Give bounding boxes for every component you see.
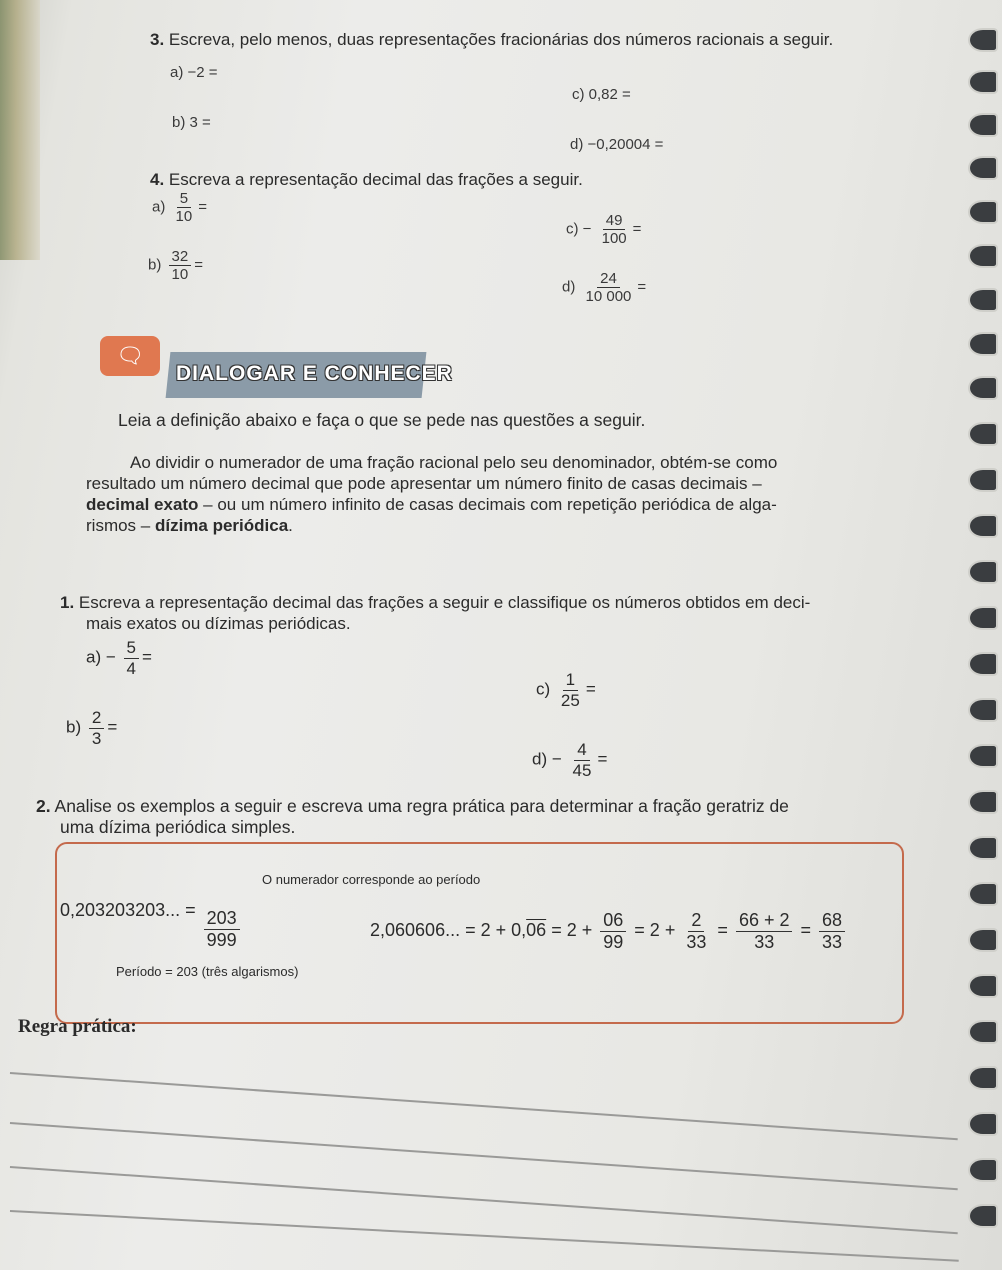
q4-item-b: b) $\frac{32}{10}$ = [148, 248, 203, 284]
question-4 [150, 170, 583, 190]
question-2: 2. Analise os exemplos a seguir e escreva uma regra prática para determinar a fração geratriz de uma dízima periódica simples. [36, 796, 789, 837]
period-note: Período = 203 (três algarismos) [116, 964, 299, 979]
answer-line [10, 1072, 958, 1140]
q1-item-d: d) − $\frac{4}{45}$ = [532, 740, 608, 780]
question-text: Escreva a representação decimal das frações a seguir. [168, 170, 583, 189]
q1-item-c: c) $\frac{1}{25}$ = [536, 670, 596, 710]
numerator-note: O numerador corresponde ao período [262, 872, 481, 887]
question-number: 4. [150, 170, 165, 189]
question-text: Escreva, pelo menos, duas representações fracionárias dos números racionais a seguir. [168, 30, 834, 49]
q1-item-a: a) − $\frac{5}{4}$ = [86, 638, 152, 678]
fraction: $\frac{49}{100}$ [601, 212, 627, 248]
q1-item-b: b) $\frac{2}{3}$ = [66, 708, 118, 748]
binder-holes [962, 20, 1002, 1270]
page-spine-shadow [0, 0, 40, 260]
question-1: 1. Escreva a representação decimal das frações a seguir e classifique os números obtidos em deci- mais exatos ou dízimas periódicas. [60, 593, 811, 633]
question-3 [150, 30, 833, 50]
q4-item-c: c) − $\frac{49}{100}$ = [566, 212, 642, 248]
answer-line [10, 1166, 958, 1234]
example-2: 2,060606... = 2 + 0,06 = 2 + $\frac{06}{99}$ = 2 + $\frac{2}{33}$ = $\frac{66 + 2}{33}$ = $\frac{68}{33}$ [370, 910, 848, 952]
q4-item-d: d) $\frac{24}{10 000}$ = [562, 270, 647, 306]
fraction: $\frac{32}{10}$ [169, 248, 192, 284]
example-1: 0,203203203... = $\frac{203}{999}$ [60, 900, 243, 950]
fraction: $\frac{24}{10 000}$ [585, 270, 632, 306]
question-number: 1. [60, 593, 75, 612]
section-banner-title: DIALOGAR E CONHECER [176, 362, 453, 385]
q3-item-a: a) −2 = [170, 64, 218, 81]
intro-text: Leia a definição abaixo e faça o que se pede nas questões a seguir. [118, 410, 646, 430]
answer-line [10, 1210, 959, 1261]
q3-item-c: c) 0,82 = [572, 86, 631, 103]
rule-label: Regra prática: [18, 1016, 137, 1037]
speech-bubbles-icon: 🗨 [100, 336, 160, 376]
answer-line [10, 1122, 958, 1190]
q3-item-d: d) −0,20004 = [570, 136, 664, 153]
fraction: $\frac{5}{10}$ [175, 190, 193, 226]
question-number: 2. [36, 796, 51, 816]
q4-item-a: a) $\frac{5}{10}$ = [152, 190, 207, 226]
definition-paragraph: Ao dividir o numerador de uma fração racional pelo seu denominador, obtém-se como resultado um número decimal que pode apresentar um número finito de casas decimais – decimal exato – ou um número infinito de casas decimais com repetição periódica de alga- rismos – dízima periódica. [86, 453, 778, 535]
q3-item-b: b) 3 = [172, 114, 211, 131]
question-number: 3. [150, 30, 165, 49]
